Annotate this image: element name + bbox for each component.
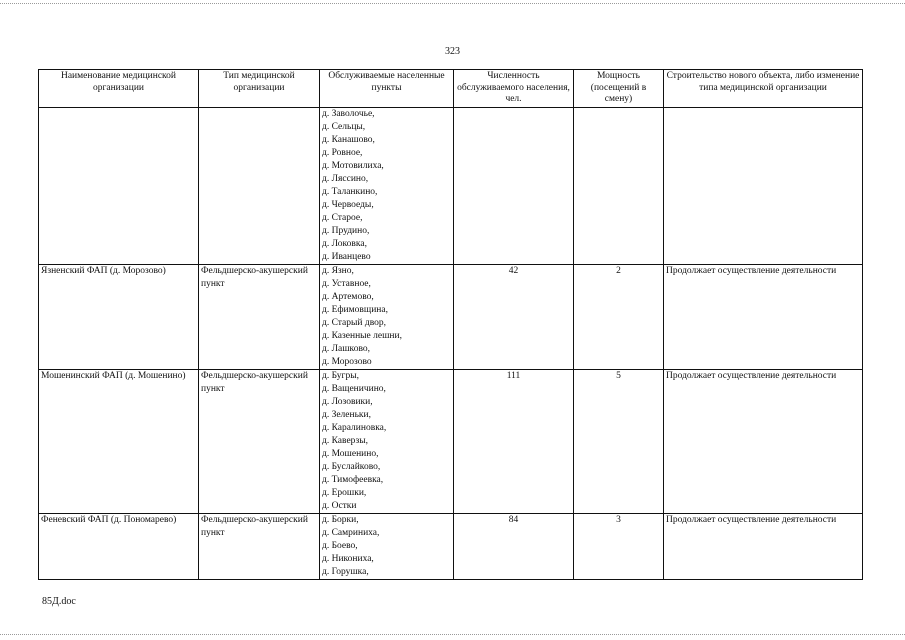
settlement-item: д. Уставное,: [322, 279, 371, 289]
settlement-item: д. Горушка,: [322, 567, 369, 577]
settlement-item: д. Сельцы,: [322, 122, 366, 132]
scan-edge-bottom: [0, 634, 905, 635]
table-row: [39, 108, 863, 265]
settlement-item: д. Заволочье,: [322, 109, 375, 119]
status-text: Продолжает осуществление деятельности: [664, 514, 863, 580]
organization-name: [39, 108, 199, 265]
settlement-item: д. Артемово,: [322, 292, 374, 302]
settlement-item: д. Казенные лешни,: [322, 331, 402, 341]
settlement-item: д. Остки: [322, 501, 357, 511]
settlement-item: д. Буслайково,: [322, 462, 381, 472]
table-row: [39, 265, 863, 370]
settlement-item: д. Локовка,: [322, 239, 367, 249]
settlement-item: д. Старое,: [322, 213, 363, 223]
document-filename: 85Д.doc: [42, 596, 76, 607]
settlement-item: д. Червоеды,: [322, 200, 374, 210]
settlements-list: [320, 265, 454, 370]
capacity-value: 2: [574, 265, 664, 370]
table-row: [39, 514, 863, 580]
population-value: 84: [454, 514, 574, 580]
settlement-item: д. Ерошки,: [322, 488, 367, 498]
status-text: Продолжает осуществление деятельности: [664, 265, 863, 370]
settlement-item: д. Канашово,: [322, 135, 375, 145]
settlement-item: д. Морозово: [322, 357, 372, 367]
table-header-row: [39, 70, 863, 108]
organization-name: Мошенинский ФАП (д. Мошенино): [39, 370, 199, 514]
header-construction-status: Строительство нового объекта, либо изменение типа медицинской организации: [664, 70, 863, 108]
settlement-item: д. Лозовики,: [322, 397, 373, 407]
settlement-item: д. Мотовилиха,: [322, 161, 384, 171]
settlement-item: д. Каралиновка,: [322, 423, 387, 433]
organization-type: Фельдшерско-акушерский пункт: [199, 265, 320, 370]
organization-type: [199, 108, 320, 265]
header-population: Численность обслуживаемого населения, чел.: [454, 70, 574, 108]
status-text: Продолжает осуществление деятельности: [664, 370, 863, 514]
organization-name: Феневский ФАП (д. Пономарево): [39, 514, 199, 580]
settlement-item: д. Борки,: [322, 515, 359, 525]
settlement-item: д. Язно,: [322, 266, 354, 276]
settlement-item: д. Ровное,: [322, 148, 363, 158]
settlement-item: д. Никониха,: [322, 554, 374, 564]
header-organization-type: Тип медицинской организации: [199, 70, 320, 108]
header-capacity: Мощность (посещений в смену): [574, 70, 664, 108]
settlements-list: [320, 370, 454, 514]
organization-type: Фельдшерско-акушерский пункт: [199, 514, 320, 580]
capacity-value: 3: [574, 514, 664, 580]
population-value: 111: [454, 370, 574, 514]
table-row: [39, 370, 863, 514]
settlement-item: д. Прудино,: [322, 226, 370, 236]
organization-name: Язненский ФАП (д. Морозово): [39, 265, 199, 370]
population-value: 42: [454, 265, 574, 370]
settlement-item: д. Таланкино,: [322, 187, 378, 197]
population-value: [454, 108, 574, 265]
page-number: 323: [445, 46, 460, 57]
settlement-item: д. Старый двор,: [322, 318, 386, 328]
settlement-item: д. Бугры,: [322, 371, 359, 381]
settlement-item: д. Мошенино,: [322, 449, 379, 459]
settlement-item: д. Иванцево: [322, 252, 371, 262]
settlement-item: д. Ляссино,: [322, 174, 369, 184]
settlements-list: [320, 514, 454, 580]
settlement-item: д. Ващеничино,: [322, 384, 386, 394]
capacity-value: [574, 108, 664, 265]
settlement-item: д. Тимофеевка,: [322, 475, 384, 485]
header-organization-name: Наименование медицинской организации: [39, 70, 199, 108]
settlement-item: д. Лашково,: [322, 344, 370, 354]
settlement-item: д. Зеленьки,: [322, 410, 372, 420]
organization-type: Фельдшерско-акушерский пункт: [199, 370, 320, 514]
settlement-item: д. Каверзы,: [322, 436, 369, 446]
status-text: [664, 108, 863, 265]
header-settlements: Обслуживаемые населенные пункты: [320, 70, 454, 108]
medical-organizations-table: [38, 69, 863, 580]
capacity-value: 5: [574, 370, 664, 514]
settlement-item: д. Боево,: [322, 541, 358, 551]
scan-edge-top: [0, 3, 905, 4]
settlement-item: д. Ефимовщина,: [322, 305, 388, 315]
settlement-item: д. Самриниха,: [322, 528, 380, 538]
settlements-list: [320, 108, 454, 265]
